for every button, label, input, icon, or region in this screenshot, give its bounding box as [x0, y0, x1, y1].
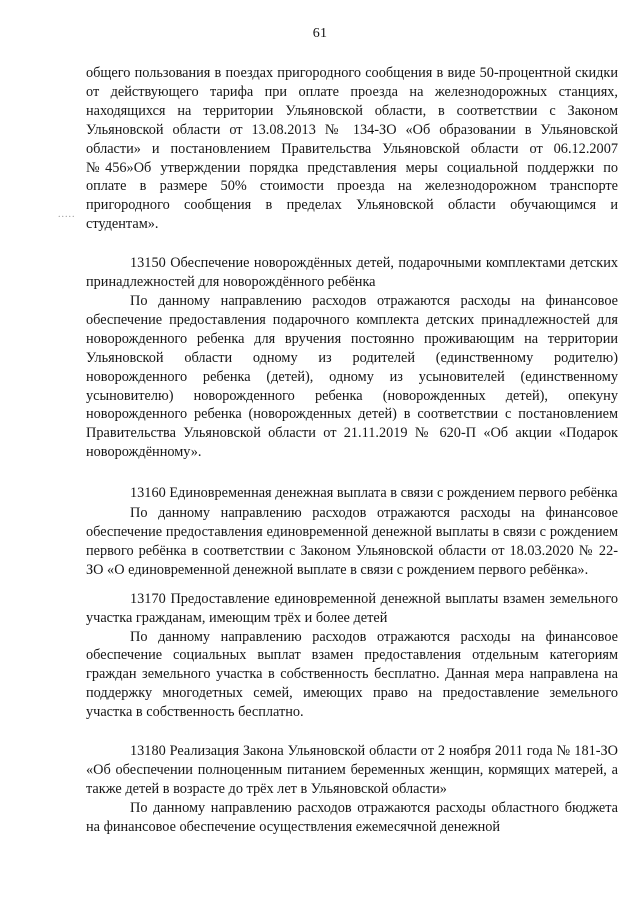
section-13180-heading: 13180 Реализация Закона Ульяновской области от 2 ноября 2011 года № 181-ЗО «Об обеспечении полноценным питанием беременных женщин, кормящих матерей, а также детей в возрасте до трёх лет в Ульяновской области»	[86, 743, 618, 797]
section-13160-body: По данному направлению расходов отражаются расходы на финансовое обеспечение предоставления единовременной денежной выплаты в связи с рождением первого ребёнка в соответствии с Законом Ульяновской области от 18.03.2020 № 22-ЗО «О единовременной денежной выплате в связи с рождением первого ребёнка».	[86, 505, 618, 578]
section-13180-body: По данному направлению расходов отражаются расходы областного бюджета на финансовое обеспечение осуществления ежемесячной денежной	[86, 799, 618, 835]
page-number: 61	[312, 26, 328, 41]
section-13170-body: По данному направлению расходов отражаются расходы на финансовое обеспечение социальных выплат взамен предоставления отдельным категориям граждан земельного участка в собственность бесплатно. Данная мера направлена на поддержку многодетных семей, имеющих право на предоставление земельного участка в собственность бесплатно.	[86, 628, 618, 721]
section-13150-body: По данному направлению расходов отражаются расходы на финансовое обеспечение предоставления подарочного комплекта детских принадлежностей для новорожденного ребенка для вручения постоянно проживающим на территории Ульяновской области одному из родителей (единственному родителю) новорожденного ребенка (детей), одному из усыновителей (единственному усыновителю) новорожденного ребенка (новорожденных детей), опекуну новорожденного ребенка (новорожденных детей) в соответствии с постановлением Правительства Ульяновской области от 21.11.2019 № 620-П «Об акции «Подарок новорождённому».	[86, 292, 618, 461]
section-13160-heading: 13160 Единовременная денежная выплата в связи с рождением первого ребёнка	[130, 485, 618, 502]
section-13170-heading: 13170 Предоставление единовременной денежной выплаты взамен земельного участка гражданам, имеющим трёх и более детей	[86, 590, 618, 626]
section-13150-heading: 13150 Обеспечение новорождённых детей, подарочными комплектами детских принадлежностей для новорождённого ребёнка	[86, 255, 618, 291]
scan-artifact-dots: .....	[58, 209, 76, 220]
document-body	[86, 64, 618, 837]
paragraph-intro-continuation: общего пользования в поездах пригородного сообщения в виде 50-процентной скидки от действующего тарифа при оплате проезда на железнодорожных станциях, находящихся на территории Ульяновской области, в соответствии с Законом Ульяновской области от 13.08.2013 № 134-ЗО «Об образовании в Ульяновской области» и постановлением Правительства Ульяновской области от 06.12.2007 №456»Об утверждении порядка представления меры социальной поддержки по оплате в размере 50% стоимости проезда на железнодорожном транспорте пригородного сообщения в пределах Ульяновской области обучающимся и студентам».	[86, 65, 618, 233]
